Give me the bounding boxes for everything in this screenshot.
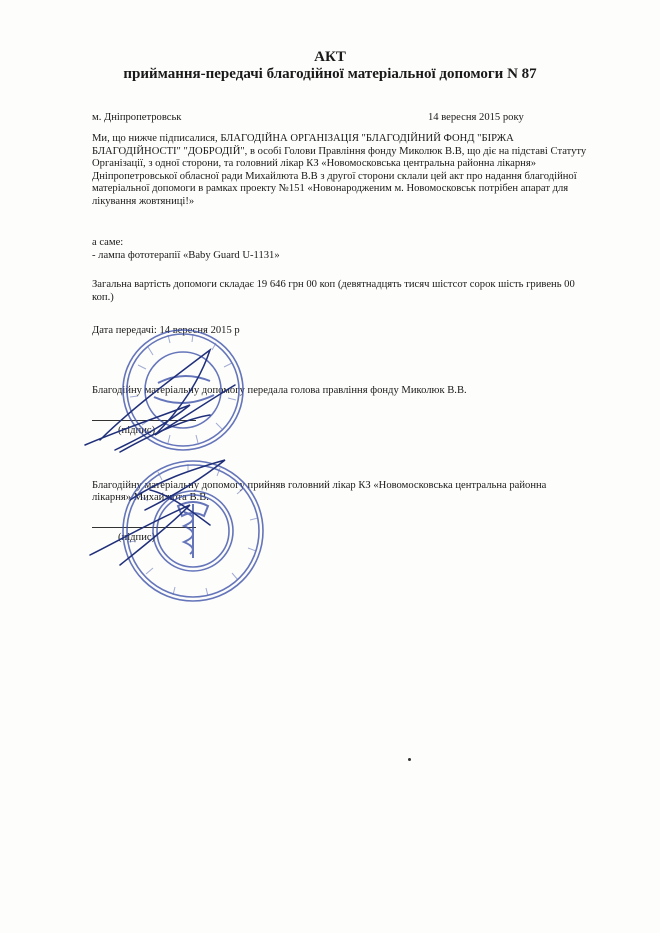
document-title: АКТ [314,49,346,65]
cost-line-continued: коп.) [92,292,114,303]
paragraph-line: лікування жовтяниці!» [92,195,195,207]
paragraph-line: Дніпропетровської обласної ради Михайлюта В.В з другої сторони склали цей акт про надання благодійної [92,170,577,182]
item-line: - лампа фототерапії «Baby Guard U-1131» [92,250,280,261]
paragraph-line: матеріальної допомоги в рамках проекту №151 «Новонародженим м. Новомосковськ потрібен апарат для [92,183,569,195]
document-date: 14 вересня 2015 року [428,112,524,123]
a-same-label: а саме: [92,237,124,248]
paragraph-line: Ми, що нижче підписалися, БЛАГОДІЙНА ОРГАНІЗАЦІЯ "БЛАГОДІЙНИЙ ФОНД "БІРЖА [92,133,514,144]
received-statement: Благодійну матеріальну допомогу прийняв головний лікар КЗ «Новомосковська центральна районна [92,480,547,491]
signature-label: (підпис) [118,425,156,436]
transfer-date: Дата передачі: 14 вересня 2015 р [92,325,240,336]
signature-label: (підпис) [118,532,156,543]
handed-over-statement: Благодійну матеріальну допомогу передала голова правління фонду Миколюк В.В. [92,385,467,396]
paragraph-line: Організації, з одної сторони, та головний лікар КЗ «Новомосковська центральна районна лікарня» [92,158,537,170]
dot-mark [408,758,411,761]
city: м. Дніпропетровськ [92,112,182,123]
paragraph-line: БЛАГОДІЙНОСТІ" "ДОБРОДІЙ", в особі Голови Правління фонду Миколюк В.В, що діє на підставі Статуту [92,145,587,157]
main-paragraph [92,133,612,209]
document-subtitle: приймання-передачі благодійної матеріальної допомоги N 87 [123,66,537,82]
cost-line: Загальна вартість допомоги складає 19 646 грн 00 коп (девятнадцять тисяч шістсот сорок шість гривень 00 [92,279,575,290]
received-statement-continued: лікарня» Михайлюта В.В. [92,492,209,503]
handwritten-signature-icon [60,320,280,580]
